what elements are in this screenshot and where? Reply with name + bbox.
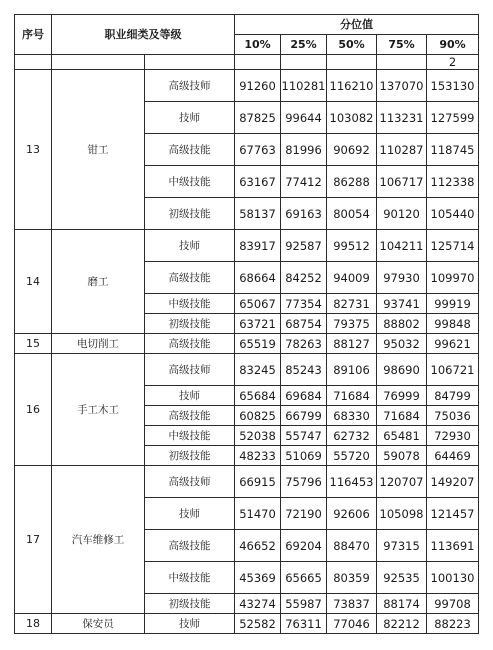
occupation-name: 保安员 <box>52 614 145 634</box>
cell-p90: 99919 <box>427 294 479 314</box>
skill-level: 高级技能 <box>145 530 235 562</box>
cell-p10: 65067 <box>235 294 281 314</box>
table-row <box>15 354 479 386</box>
cell-p75: 92535 <box>377 562 427 594</box>
skill-level: 高级技师 <box>145 466 235 498</box>
cell-p10: 66915 <box>235 466 281 498</box>
cell-p75: 120707 <box>377 466 427 498</box>
cell-p50: 73837 <box>327 594 377 614</box>
table-row <box>15 334 479 354</box>
cell-p25: 99644 <box>281 102 327 134</box>
cell-p90: 125714 <box>427 230 479 262</box>
cell-p25: 51069 <box>281 446 327 466</box>
cell-p90: 127599 <box>427 102 479 134</box>
cell-p25: 76311 <box>281 614 327 634</box>
cell <box>15 55 52 70</box>
cell-p50: 89106 <box>327 354 377 386</box>
cell-p25: 69204 <box>281 530 327 562</box>
skill-level: 技师 <box>145 230 235 262</box>
cell-p90: 84799 <box>427 386 479 406</box>
cell-p10: 87825 <box>235 102 281 134</box>
skill-level: 高级技能 <box>145 334 235 354</box>
row-number: 18 <box>15 614 52 634</box>
cell-p25: 55747 <box>281 426 327 446</box>
cell-p75: 90120 <box>377 198 427 230</box>
cell-p50: 71684 <box>327 386 377 406</box>
cell-p75: 113231 <box>377 102 427 134</box>
cell-p25: 92587 <box>281 230 327 262</box>
skill-level: 技师 <box>145 614 235 634</box>
cell-p25: 69163 <box>281 198 327 230</box>
table-row <box>15 70 479 102</box>
cell-p75: 93741 <box>377 294 427 314</box>
cell-p10: 52582 <box>235 614 281 634</box>
cell-p90: 99708 <box>427 594 479 614</box>
cell-p75: 106717 <box>377 166 427 198</box>
cell-p10: 83917 <box>235 230 281 262</box>
cell-p75: 137070 <box>377 70 427 102</box>
occupation-name: 手工木工 <box>52 354 145 466</box>
cell-p75: 104211 <box>377 230 427 262</box>
skill-level: 中级技能 <box>145 166 235 198</box>
cell-p50: 80359 <box>327 562 377 594</box>
cell-p25: 68754 <box>281 314 327 334</box>
cell-p25: 65665 <box>281 562 327 594</box>
cell-p10: 67763 <box>235 134 281 166</box>
skill-level: 高级技能 <box>145 134 235 166</box>
cell-p90: 64469 <box>427 446 479 466</box>
header-occupation: 职业细类及等级 <box>52 15 235 55</box>
cell-p10: 52038 <box>235 426 281 446</box>
cell <box>145 55 235 70</box>
skill-level: 高级技能 <box>145 406 235 426</box>
cell-p90: 99848 <box>427 314 479 334</box>
cell-p50: 116453 <box>327 466 377 498</box>
cell-p50: 88470 <box>327 530 377 562</box>
cell-p25: 55987 <box>281 594 327 614</box>
skill-level: 初级技能 <box>145 446 235 466</box>
cell-p50: 55720 <box>327 446 377 466</box>
table-row <box>15 614 479 634</box>
cell-p10: 83245 <box>235 354 281 386</box>
cell-p90: 75036 <box>427 406 479 426</box>
cell-p50: 82731 <box>327 294 377 314</box>
cell-p50: 92606 <box>327 498 377 530</box>
wage-percentile-table <box>14 14 479 634</box>
cell-p75: 65481 <box>377 426 427 446</box>
cell-p50: 79375 <box>327 314 377 334</box>
cell-p90: 121457 <box>427 498 479 530</box>
cell-p75: 82212 <box>377 614 427 634</box>
cell-p50: 77046 <box>327 614 377 634</box>
skill-level: 高级技师 <box>145 70 235 102</box>
cell-p50: 99512 <box>327 230 377 262</box>
skill-level: 中级技能 <box>145 426 235 446</box>
header-percentile: 分位值 <box>235 15 479 35</box>
row-number: 17 <box>15 466 52 614</box>
cell-p75: 95032 <box>377 334 427 354</box>
row-number: 14 <box>15 230 52 334</box>
cell-p90: 106721 <box>427 354 479 386</box>
cell-p75: 88802 <box>377 314 427 334</box>
table-body <box>15 55 479 634</box>
occupation-name: 电切削工 <box>52 334 145 354</box>
skill-level: 中级技能 <box>145 294 235 314</box>
cell-p10: 91260 <box>235 70 281 102</box>
cell-p25: 69684 <box>281 386 327 406</box>
header-no: 序号 <box>15 15 52 55</box>
cell-p25: 77412 <box>281 166 327 198</box>
skill-level: 技师 <box>145 386 235 406</box>
occupation-name: 汽车维修工 <box>52 466 145 614</box>
row-number: 13 <box>15 70 52 230</box>
header-p50: 50% <box>327 35 377 55</box>
skill-level: 中级技能 <box>145 562 235 594</box>
cell-p10: 51470 <box>235 498 281 530</box>
skill-level: 初级技能 <box>145 314 235 334</box>
cell-p75: 88174 <box>377 594 427 614</box>
cell-p10: 65684 <box>235 386 281 406</box>
cell-p75: 110287 <box>377 134 427 166</box>
skill-level: 高级技能 <box>145 262 235 294</box>
cell-p10: 68664 <box>235 262 281 294</box>
skill-level: 技师 <box>145 498 235 530</box>
cell-p50: 80054 <box>327 198 377 230</box>
table-row <box>15 230 479 262</box>
cell-p75: 71684 <box>377 406 427 426</box>
cell-p90: 112338 <box>427 166 479 198</box>
cell-p90: 105440 <box>427 198 479 230</box>
cell-p25: 78263 <box>281 334 327 354</box>
cell-p25: 84252 <box>281 262 327 294</box>
row-number: 15 <box>15 334 52 354</box>
cell-p50: 68330 <box>327 406 377 426</box>
skill-level: 技师 <box>145 102 235 134</box>
cell <box>52 55 145 70</box>
cell-p10: 63167 <box>235 166 281 198</box>
skill-level: 初级技能 <box>145 594 235 614</box>
cell-p10: 63721 <box>235 314 281 334</box>
cell-p50: 116210 <box>327 70 377 102</box>
cell-p75: 59078 <box>377 446 427 466</box>
header-p10: 10% <box>235 35 281 55</box>
cell <box>281 55 327 70</box>
cell <box>235 55 281 70</box>
cell-p10: 60825 <box>235 406 281 426</box>
cell-p90: 100130 <box>427 562 479 594</box>
cell-p90: 113691 <box>427 530 479 562</box>
cell-p90: 88223 <box>427 614 479 634</box>
cell-p75: 97315 <box>377 530 427 562</box>
cell-p90: 118745 <box>427 134 479 166</box>
cell-p10: 48233 <box>235 446 281 466</box>
skill-level: 高级技师 <box>145 354 235 386</box>
cell-p25: 75796 <box>281 466 327 498</box>
cell-p75: 97930 <box>377 262 427 294</box>
cell-p90: 153130 <box>427 70 479 102</box>
skill-level: 初级技能 <box>145 198 235 230</box>
cell-p10: 58137 <box>235 198 281 230</box>
cell-p90: 149207 <box>427 466 479 498</box>
header-p75: 75% <box>377 35 427 55</box>
cell-p25: 77354 <box>281 294 327 314</box>
occupation-name: 钳工 <box>52 70 145 230</box>
cell <box>327 55 377 70</box>
row-number: 16 <box>15 354 52 466</box>
cell-p50: 88127 <box>327 334 377 354</box>
cell-p25: 110281 <box>281 70 327 102</box>
cell-p10: 45369 <box>235 562 281 594</box>
cell-p90: 72930 <box>427 426 479 446</box>
cell-p90: 99621 <box>427 334 479 354</box>
cell-p25: 85243 <box>281 354 327 386</box>
table-row <box>15 466 479 498</box>
cell <box>377 55 427 70</box>
cell-p25: 66799 <box>281 406 327 426</box>
cell-p50: 94009 <box>327 262 377 294</box>
cell-p75: 105098 <box>377 498 427 530</box>
continuation-row <box>15 55 479 70</box>
occupation-name: 磨工 <box>52 230 145 334</box>
header-p90: 90% <box>427 35 479 55</box>
cell-p90: 109970 <box>427 262 479 294</box>
cell-p50: 103082 <box>327 102 377 134</box>
cell-p25: 72190 <box>281 498 327 530</box>
cell-p10: 43274 <box>235 594 281 614</box>
cell-p75: 98690 <box>377 354 427 386</box>
cell-p90: 2 <box>427 55 479 70</box>
cell-p50: 86288 <box>327 166 377 198</box>
cell-p10: 46652 <box>235 530 281 562</box>
header-p25: 25% <box>281 35 327 55</box>
cell-p50: 62732 <box>327 426 377 446</box>
cell-p75: 76999 <box>377 386 427 406</box>
cell-p25: 81996 <box>281 134 327 166</box>
cell-p50: 90692 <box>327 134 377 166</box>
cell-p10: 65519 <box>235 334 281 354</box>
